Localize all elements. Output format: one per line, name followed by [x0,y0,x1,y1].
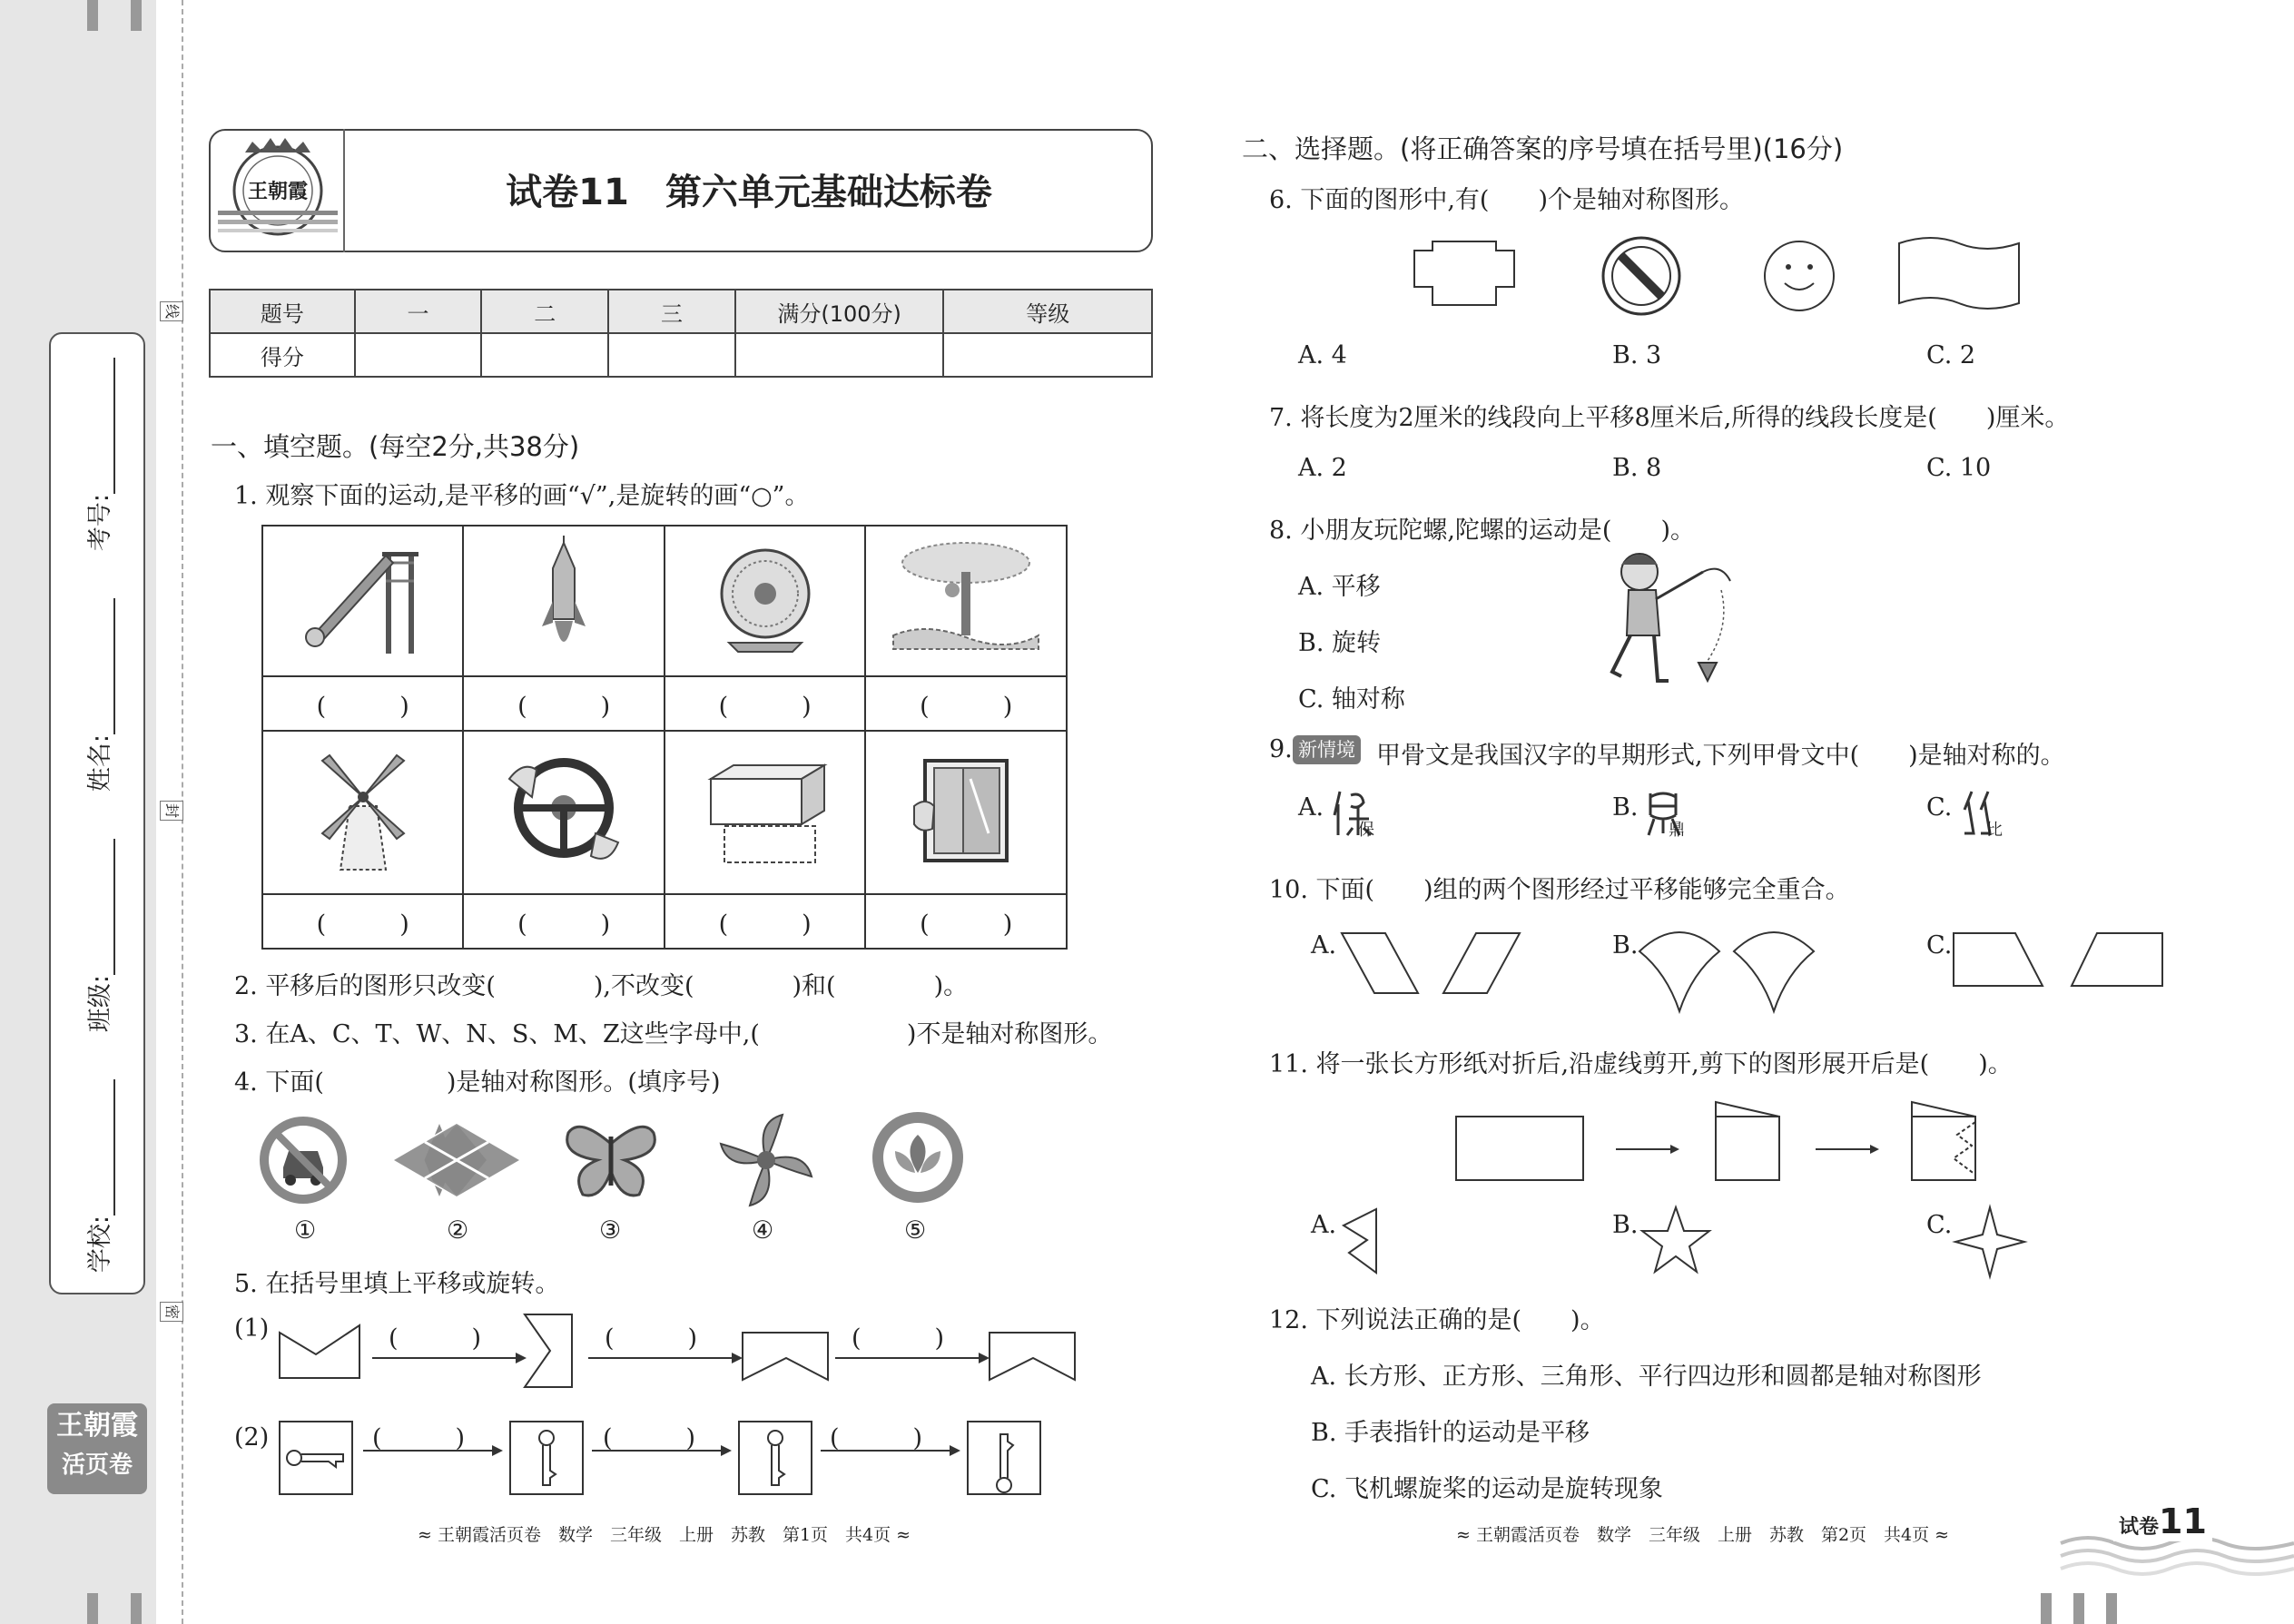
q1-picture-cell [463,731,664,894]
score-header-cell: 满分(100分) [735,290,944,333]
q9-option-b[interactable]: B. [1612,793,1639,822]
registration-bar [131,0,142,31]
score-table [209,289,1153,378]
q4-label: ② [447,1216,469,1245]
q5-row-label: (1) [234,1314,270,1343]
q1-answer-cell[interactable]: ( ) [463,894,664,949]
q7-option-a[interactable]: A. 2 [1298,454,1347,482]
score-input-cell[interactable] [355,333,482,377]
q1-answer-cell[interactable]: ( ) [865,894,1067,949]
brand-logo: 王朝霞 [214,134,341,247]
spinning-top-picture [1585,545,1739,699]
question-10: 10. 下面( )组的两个图形经过平移能够完全重合。 [1269,876,1850,904]
q8-option-b[interactable]: B. 旋转 [1298,629,1382,657]
question-4: 4. 下面( )是轴对称图形。(填序号) [234,1068,721,1097]
student-info-fields [52,334,143,1296]
q5-row-label: (2) [234,1423,270,1452]
q11-c-shape [1954,1206,2026,1278]
q4-label: ⑤ [904,1216,927,1245]
footer-right: ≈ 王朝霞活页卷 数学 三年级 上册 苏教 第2页 共4页 ≈ [1456,1525,1950,1545]
q4-figure-1 [256,1113,350,1207]
school-field[interactable]: 学校: [80,1079,115,1273]
new-context-badge: 新情境 [1293,735,1361,764]
q6-figures [1405,225,2041,325]
oracle-char-bi: 比 [1986,821,2003,840]
q12-option-b[interactable]: B. 手表指针的运动是平移 [1311,1419,1590,1447]
exam-tag: 试卷11 [2113,1501,2212,1541]
score-row-label: 得分 [210,333,355,377]
binding-mark-line: 线 [160,301,183,321]
q1-picture-cell [665,526,866,676]
q9-option-c[interactable]: C. [1926,793,1953,822]
name-field[interactable]: 姓名: [80,598,115,792]
q11-option-a[interactable]: A. [1311,1211,1337,1239]
ropeway-picture [889,536,1043,663]
q10-option-c[interactable]: C. [1926,931,1953,960]
q1-picture-cell [865,731,1067,894]
q8-option-a[interactable]: A. 平移 [1298,573,1381,601]
q6-option-b[interactable]: B. 3 [1612,341,1662,369]
exam-number-field[interactable]: 考号: [80,358,115,551]
q4-label: ① [294,1216,317,1245]
registration-bar [131,1593,142,1624]
q11-option-c[interactable]: C. [1926,1211,1953,1239]
score-input-cell[interactable] [481,333,608,377]
q4-figure-4 [719,1113,813,1207]
footer-left: ≈ 王朝霞活页卷 数学 三年级 上册 苏教 第1页 共4页 ≈ [418,1525,911,1545]
q6-option-c[interactable]: C. 2 [1926,341,1976,369]
binding-brand-logo: 王朝霞 活页卷 [47,1403,147,1494]
q1-answer-cell[interactable]: ( ) [665,894,866,949]
q5-blank[interactable]: ( ) [605,1324,698,1353]
q1-answer-cell[interactable]: ( ) [463,676,664,731]
q12-option-c[interactable]: C. 飞机螺旋桨的运动是旋转现象 [1311,1475,1663,1503]
question-12: 12. 下列说法正确的是( )。 [1269,1306,1605,1334]
fan-picture [702,536,829,663]
slide-picture [295,536,431,663]
q5-blank[interactable]: ( ) [830,1424,923,1452]
score-header-cell: 三 [608,290,735,333]
q7-option-b[interactable]: B. 8 [1612,454,1662,482]
q5-blank[interactable]: ( ) [603,1424,696,1452]
q1-answer-cell[interactable]: ( ) [865,676,1067,731]
q10-option-a[interactable]: A. [1311,931,1337,960]
q10-option-b[interactable]: B. [1612,931,1639,960]
question-5: 5. 在括号里填上平移或旋转。 [234,1270,560,1298]
question-6: 6. 下面的图形中,有( )个是轴对称图形。 [1269,186,1744,214]
q1-answer-cell[interactable]: ( ) [665,676,866,731]
q9-option-a[interactable]: A. [1298,793,1324,822]
q11-option-b[interactable]: B. [1612,1211,1639,1239]
q4-figure-2 [392,1122,521,1198]
q5-blank[interactable]: ( ) [389,1324,482,1353]
steering-wheel-picture [496,743,632,879]
q4-figure-3 [561,1117,661,1204]
window-picture [907,743,1025,879]
question-7: 7. 将长度为2厘米的线段向上平移8厘米后,所得的线段长度是( )厘米。 [1269,404,2070,432]
q8-option-c[interactable]: C. 轴对称 [1298,685,1405,714]
windmill-picture [304,743,422,879]
score-header-cell: 一 [355,290,482,333]
question-8: 8. 小朋友玩陀螺,陀螺的运动是( )。 [1269,517,1695,545]
q5-blank[interactable]: ( ) [852,1324,945,1353]
oracle-char-ding: 鼎 [1669,821,1685,840]
q5-blank[interactable]: ( ) [372,1424,466,1452]
question-11: 11. 将一张长方形纸对折后,沿虚线剪开,剪下的图形展开后是( )。 [1269,1050,2013,1078]
q4-label: ③ [599,1216,622,1245]
q1-picture-cell [262,731,463,894]
rocket-picture [527,536,600,663]
q11-process-figures [1452,1095,1979,1186]
drawer-picture [693,743,838,879]
binding-mark-seal: 封 [160,801,183,821]
registration-bar [2106,1593,2117,1624]
q6-option-a[interactable]: A. 4 [1298,341,1347,369]
score-input-cell[interactable] [608,333,735,377]
q1-picture-cell [865,526,1067,676]
registration-bar [87,1593,98,1624]
score-input-cell[interactable] [943,333,1152,377]
q4-figure-5 [870,1109,966,1206]
score-header-cell: 等级 [943,290,1152,333]
question-3: 3. 在A、C、T、W、N、S、M、Z这些字母中,( )不是轴对称图形。 [234,1020,1113,1048]
q1-answer-cell[interactable]: ( ) [262,894,463,949]
q10-b-figures [1638,930,1819,1011]
q1-answer-cell[interactable]: ( ) [262,676,463,731]
score-header-cell: 题号 [210,290,355,333]
score-header-cell: 二 [481,290,608,333]
part1-heading: 一、填空题。(每空2分,共38分) [211,431,580,462]
q1-picture-cell [463,526,664,676]
question-9: 甲骨文是我国汉字的早期形式,下列甲骨文中( )是轴对称的。 [1376,742,2065,770]
question-2: 2. 平移后的图形只改变( ),不改变( )和( )。 [234,972,969,1000]
q7-option-c[interactable]: C. 10 [1926,454,1992,482]
oracle-char-bao: 保 [1358,821,1374,840]
score-input-cell[interactable] [735,333,944,377]
binding-mark-secret: 密 [160,1302,183,1322]
page-title: 试卷11 第六单元基础达标卷 [506,172,992,213]
registration-bar [2041,1593,2052,1624]
part2-heading: 二、选择题。(将正确答案的序号填在括号里)(16分) [1242,133,1844,164]
q4-label: ④ [752,1216,774,1245]
q11-a-shape [1340,1206,1403,1275]
question-1: 1. 观察下面的运动,是平移的画“√”,是旋转的画“○”。 [234,482,810,510]
q1-picture-table [261,525,1068,950]
q10-c-figures [1952,930,2170,989]
registration-bar [87,0,98,31]
q12-option-a[interactable]: A. 长方形、正方形、三角形、平行四边形和圆都是轴对称图形 [1311,1363,1982,1391]
q10-a-figures [1340,930,1521,997]
q1-picture-cell [665,731,866,894]
q1-picture-cell [262,526,463,676]
q11-b-shape [1639,1206,1712,1275]
class-field[interactable]: 班级: [80,839,115,1032]
registration-bar [2073,1593,2084,1624]
question-9-number: 9. [1269,735,1293,763]
